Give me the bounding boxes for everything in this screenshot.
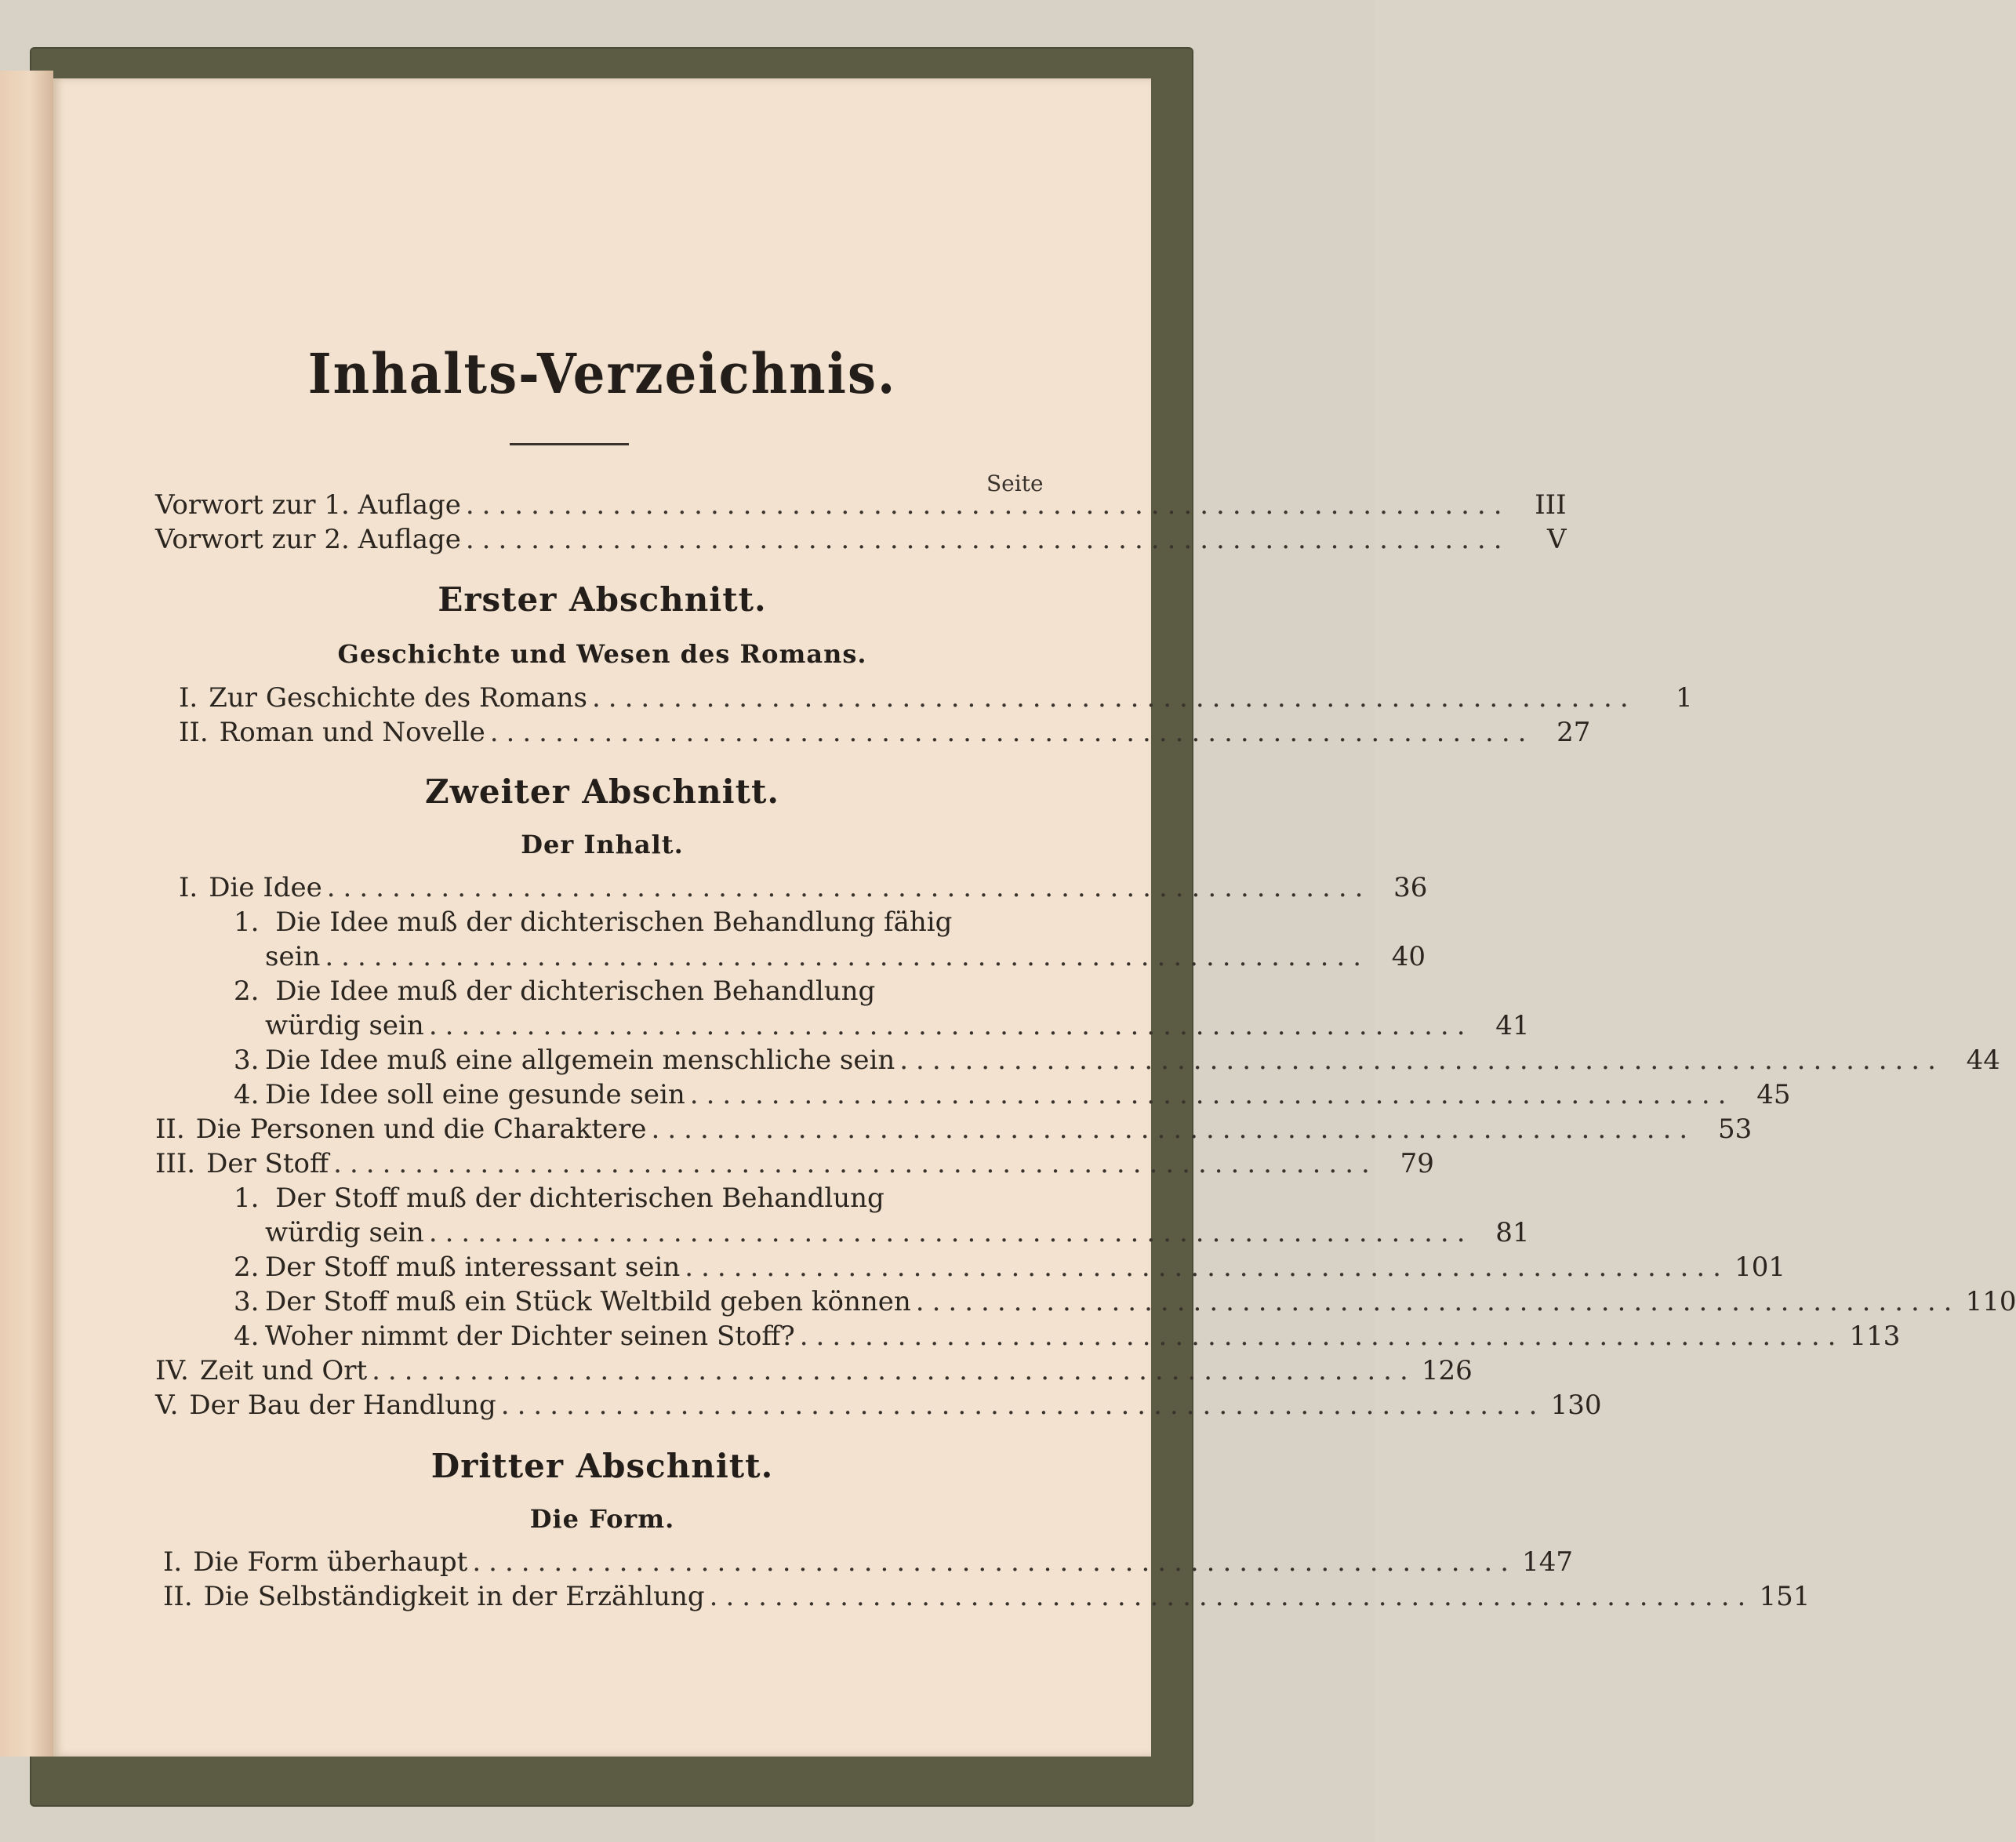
toc-entry-text: Die Form überhaupt [193,1546,468,1578]
leader-dots: ................................................................ [689,1079,1734,1110]
toc-entry-page: 151 [1759,1581,1811,1612]
toc-entry-first-line [234,974,875,1008]
toc-entry [155,488,1567,522]
section-subheading: Der Inhalt. [521,830,684,859]
leader-dots: ................................................................ [500,1390,1546,1421]
section-subheading: Geschichte und Wesen des Romans. [337,639,867,669]
toc-entry-first-line [234,905,952,939]
title-rule [510,443,629,445]
toc-entry-number: 3. [234,1045,260,1076]
toc-entry-text: Der Stoff muß interessant sein [265,1252,681,1283]
toc-entry-text: Der Stoff muß der dichterischen Behandlung [275,1183,884,1214]
toc-entry-page: 44 [1966,1045,2000,1076]
toc-entry-number: V. [155,1390,179,1421]
toc-entry-number: I. [179,872,198,903]
toc-entry-page: 147 [1522,1546,1574,1578]
toc-entry-text: Die Personen und die Charaktere [195,1114,647,1145]
toc-entry-text: Die Idee muß eine allgemein menschliche sein [265,1045,895,1076]
toc-entry-text: Die Selbständigkeit in der Erzählung [203,1581,705,1612]
toc-entry-number: II. [179,717,209,748]
left-page-edge [0,71,53,1757]
toc-entry-number: 3. [234,1286,260,1317]
toc-entry [234,1284,2016,1319]
toc-entry-page: 41 [1495,1010,1530,1041]
leader-dots: ................................................................ [465,489,1510,521]
toc-entry-text: Die Idee soll eine gesunde sein [265,1079,685,1110]
leader-dots: ................................................................ [591,682,1636,714]
toc-entry [179,870,1428,905]
toc-entry-page: 113 [1849,1321,1901,1352]
leader-dots: ................................................................ [372,1355,1416,1386]
section-subheading: Die Form. [529,1504,675,1534]
toc-entry [155,1112,1753,1146]
toc-entry [234,1250,1785,1284]
toc-entry-page: 79 [1400,1148,1434,1179]
toc-entry-number: 1. [234,906,260,938]
toc-entry-page: 53 [1717,1114,1753,1145]
section-heading: Zweiter Abschnitt. [425,772,779,811]
toc-entry-text: würdig sein [265,1010,424,1041]
toc-entry-text: Die Idee [209,872,322,903]
table-of-contents [155,78,2016,1757]
toc-entry-number: I. [179,682,198,714]
toc-entry-page: 126 [1421,1355,1473,1386]
toc-entry-page: 36 [1393,872,1428,903]
leader-dots: ................................................................ [465,524,1510,555]
leader-dots: ................................................................ [799,1321,1844,1352]
toc-entry [155,1353,1473,1388]
toc-entry-first-line [234,1181,884,1215]
leader-dots: ................................................................ [709,1581,1754,1612]
toc-entry-page: 81 [1495,1217,1530,1248]
page-title: Inhalts-Verzeichnis. [307,342,897,407]
toc-entry [234,1319,1901,1353]
toc-entry-text: sein [265,941,321,972]
toc-entry-text: Vorwort zur 1. Auflage [155,489,461,521]
toc-entry-text: Der Stoff muß ein Stück Weltbild geben können [265,1286,911,1317]
toc-entry [234,1043,2000,1077]
toc-entry-number: 4. [234,1321,260,1352]
leader-dots: ................................................................ [915,1286,1960,1317]
toc-entry-page: 110 [1965,1286,2016,1317]
toc-entry-text: Der Bau der Handlung [189,1390,496,1421]
toc-entry-number: III. [155,1148,196,1179]
section-heading: Dritter Abschnitt. [430,1447,774,1485]
toc-entry-text: Roman und Novelle [219,717,485,748]
leader-dots: ................................................................ [472,1546,1517,1578]
toc-entry-text: Der Stoff [206,1148,329,1179]
toc-entry [155,1388,1602,1422]
toc-entry-page: 130 [1550,1390,1602,1421]
toc-entry-number: 2. [234,975,260,1007]
toc-entry-page: III [1535,489,1567,521]
toc-entry [265,1215,1530,1250]
toc-entry-text: Vorwort zur 2. Auflage [155,524,461,555]
leader-dots: ................................................................ [899,1045,1944,1076]
leader-dots: ................................................................ [685,1252,1729,1283]
toc-entry [179,681,1693,715]
toc-entry-page: 1 [1676,682,1693,714]
toc-entry [155,1146,1434,1181]
leader-dots: ................................................................ [326,872,1371,903]
section-heading: Erster Abschnitt. [438,580,767,619]
toc-entry-number: II. [163,1581,193,1612]
toc-entry [155,522,1567,557]
toc-entry [234,1077,1791,1112]
page-column-label: Seite [986,470,1044,496]
leader-dots: ................................................................ [428,1010,1473,1041]
toc-entry [179,715,1591,750]
toc-entry-text: würdig sein [265,1217,424,1248]
toc-entry [265,1008,1530,1043]
toc-entry [163,1545,1574,1579]
toc-entry-number: 4. [234,1079,260,1110]
toc-entry-page: 40 [1391,941,1426,972]
leader-dots: ................................................................ [428,1217,1473,1248]
toc-entry [163,1579,1811,1614]
leader-dots: ................................................................ [489,717,1535,748]
toc-entry-page: 101 [1734,1252,1785,1283]
toc-entry-text: Zeit und Ort [199,1355,368,1386]
toc-entry-number: II. [155,1114,185,1145]
leader-dots: ................................................................ [651,1114,1696,1145]
toc-entry-page: 27 [1556,717,1591,748]
toc-entry-text: Die Idee muß der dichterischen Behandlung [275,975,876,1007]
toc-entry-text: Die Idee muß der dichterischen Behandlung fähig [275,906,953,938]
leader-dots: ................................................................ [333,1148,1378,1179]
toc-entry-number: I. [163,1546,183,1578]
toc-entry-text: Zur Geschichte des Romans [209,682,587,714]
toc-entry-text: Woher nimmt der Dichter seinen Stoff? [265,1321,795,1352]
toc-entry-page: 45 [1756,1079,1791,1110]
toc-entry-number: IV. [155,1355,189,1386]
toc-entry-number: 1. [234,1183,260,1214]
book-page [53,78,2016,1757]
toc-entry-number: 2. [234,1252,260,1283]
toc-entry [265,939,1426,974]
toc-entry-page: V [1546,524,1567,555]
leader-dots: ................................................................ [325,941,1370,972]
